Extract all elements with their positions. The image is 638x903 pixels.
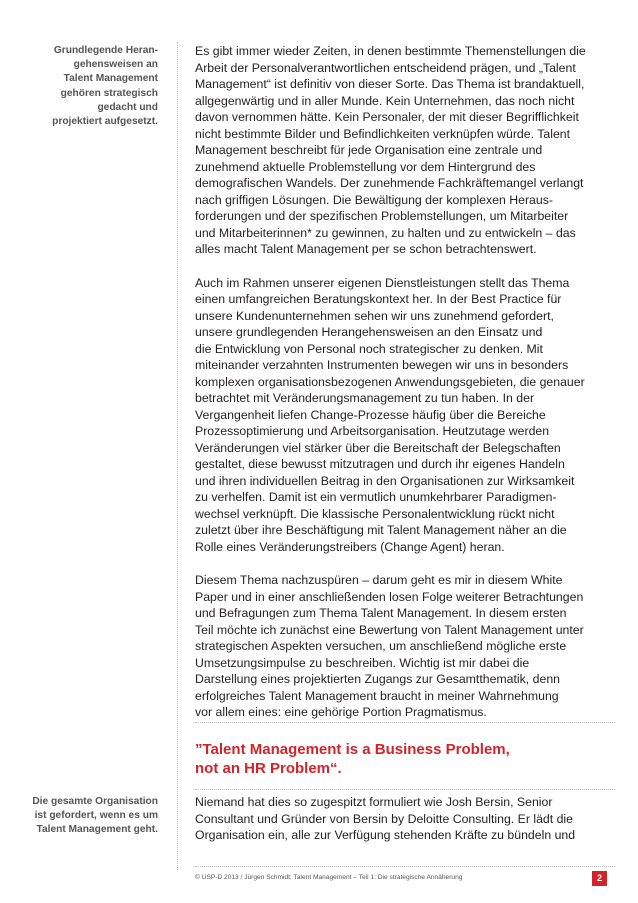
text-line: Teil möchte ich zunächst eine Bewertung von Talent Management unter <box>195 622 584 637</box>
text-line: zunehmend aktuelle Problemstellung vor dem Hintergrund des <box>195 159 536 174</box>
text-line: nach griffigen Lösungen. Die Bewältigung der komplexen Heraus- <box>195 192 553 207</box>
text-line: und Mitarbeiterinnen* zu gewinnen, zu halten und zu entwickeln – das <box>195 225 576 240</box>
text-line: Darstellung eines projektierten Zugangs zur Gesamtthematik, denn <box>195 672 560 686</box>
text-line: wechsel verknüpft. Die klassische Personalentwicklung rückt nicht <box>195 506 555 521</box>
quote-line: ”Talent Management is a Business Problem, <box>195 741 510 758</box>
sidenote-bottom <box>30 795 158 838</box>
text-line: und ihren individuellen Beitrag in den Organisationen zur Wirksamkeit <box>195 473 575 488</box>
sidenote-line: Die gesamte Organisation <box>32 796 158 807</box>
text-line: vor allem eines: eine gehörige Portion Pragmatismus. <box>195 705 487 719</box>
text-line: betrachtet mit Veränderungsmanagement zu tun haben. In der <box>195 391 535 405</box>
text-line: Management beschreibt für jede Organisation eine zentrale und <box>195 143 543 157</box>
text-line: forderungen und der spezifischen Problemstellungen, um Mitarbeiter <box>195 209 569 223</box>
text-line: zu verhelfen. Damit ist ein vermutlich unumkehrbarer Paradigmen- <box>195 490 557 504</box>
divider-below-quote <box>195 789 615 790</box>
text-line: strategischen Aspekten versuchen, um anschließend mögliche erste <box>195 639 567 653</box>
text-line: davon vernommen hätte. Kein Personaler, der mit dieser Begrifflichkeit <box>195 110 579 124</box>
sidenote-line: Talent Management geht. <box>36 824 158 836</box>
text-line: Consultant und Gründer von Bersin by Deloitte Consulting. Er lädt die <box>195 811 573 826</box>
text-line: Veränderungen viel stärker über die Bereitschaft der Belegschaften <box>195 440 561 455</box>
sidenote-line: projektiert aufgesetzt. <box>52 116 158 128</box>
text-line: demografischen Wandels. Der zunehmende Fachkräftemangel verlangt <box>195 176 584 190</box>
paragraph-after-quote <box>195 794 615 844</box>
text-line: zuletzt über ihre Beschäftigung mit Talent Management näher an die <box>195 523 567 537</box>
sidenote-line: gehensweisen an <box>73 59 158 71</box>
text-line: unsere Kundenunternehmen sehen wir uns zunehmend gefordert, <box>195 308 554 323</box>
footer-divider <box>195 866 615 867</box>
text-line: Diesem Thema nachzuspüren – darum geht es mir in diesem White <box>195 573 563 587</box>
text-line: gestaltet, diese bewusst mitzutragen und durch ihr eigenes Handeln <box>195 457 565 471</box>
paragraph-intro <box>195 43 615 258</box>
text-line: einen umfangreichen Beratungskontext her. In der Best Practice für <box>195 292 562 306</box>
text-line: miteinander verzahnten Instrumenten bewegen wir uns in besonders <box>195 358 569 372</box>
main-column <box>195 43 615 738</box>
text-line: Paper und in einer anschließenden losen Folge weiterer Betrachtungen <box>195 589 584 604</box>
text-line: allgegenwärtig und in aller Munde. Kein Unternehmen, das noch nicht <box>195 93 575 108</box>
paragraph-services <box>195 275 615 556</box>
text-line: nicht bestimmte Bilder und Befindlichkeiten verknüpfen würde. Talent <box>195 126 571 141</box>
sidenote-top <box>30 44 158 129</box>
text-line: Umsetzungsimpulse zu beschreiben. Wichtig ist mir dabei die <box>195 655 530 670</box>
text-line: Prozessoptimierung und Arbeitsorganisation. Heutzutage werden <box>195 424 550 438</box>
pull-quote-heading <box>195 740 615 778</box>
divider-above-quote <box>195 722 615 723</box>
sidenote-line: gehören strategisch <box>60 87 158 99</box>
text-line: Niemand hat dies so zugespitzt formuliert wie Josh Bersin, Senior <box>195 795 553 809</box>
footer-copyright: © USP-D 2013 / Jürgen Schmidt: Talent Management – Teil 1: Die strategische Annäherung <box>195 874 463 881</box>
sidenote-line: gedacht und <box>97 101 158 113</box>
sidenote-line: ist gefordert, wenn es um <box>34 810 158 822</box>
text-line: Organisation ein, alle zur Verfügung stehenden Kräfte zu bündeln und <box>195 828 576 842</box>
text-line: und Befragungen zum Thema Talent Management. In diesem ersten <box>195 606 567 620</box>
text-line: Auch im Rahmen unserer eigenen Dienstleistungen stellt das Thema <box>195 275 570 290</box>
text-line: erfolgreiches Talent Management braucht in meiner Wahrnehmung <box>195 688 559 703</box>
text-line: Arbeit der Personalverantwortlichen entscheidend prägen, und „Talent <box>195 60 576 75</box>
sidenote-line: Grundlegende Heran- <box>53 45 158 56</box>
paragraph-purpose <box>195 572 615 721</box>
sidenote-line: Talent Management <box>63 73 158 85</box>
quote-line: not an HR Problem“. <box>195 760 342 777</box>
column-divider <box>177 42 178 870</box>
text-line: unsere grundlegenden Herangehensweisen an den Einsatz und <box>195 325 543 339</box>
text-line: Rolle eines Veränderungstreibers (Change Agent) heran. <box>195 539 505 554</box>
text-line: Management“ ist definitiv von dieser Sorte. Das Thema ist brandaktuell, <box>195 77 585 91</box>
text-line: die Entwicklung von Personal noch strategischer zu denken. Mit <box>195 341 543 356</box>
text-line: komplexen organisationsbezogenen Anwendungsgebieten, die genauer <box>195 374 585 389</box>
page-number-badge: 2 <box>592 871 607 886</box>
text-line: Vergangenheit liefen Change-Prozesse häufig über die Bereiche <box>195 407 546 422</box>
text-line: Es gibt immer wieder Zeiten, in denen bestimmte Themenstellungen die <box>195 44 586 58</box>
text-line: alles macht Talent Management per se schon betrachtenswert. <box>195 242 537 256</box>
